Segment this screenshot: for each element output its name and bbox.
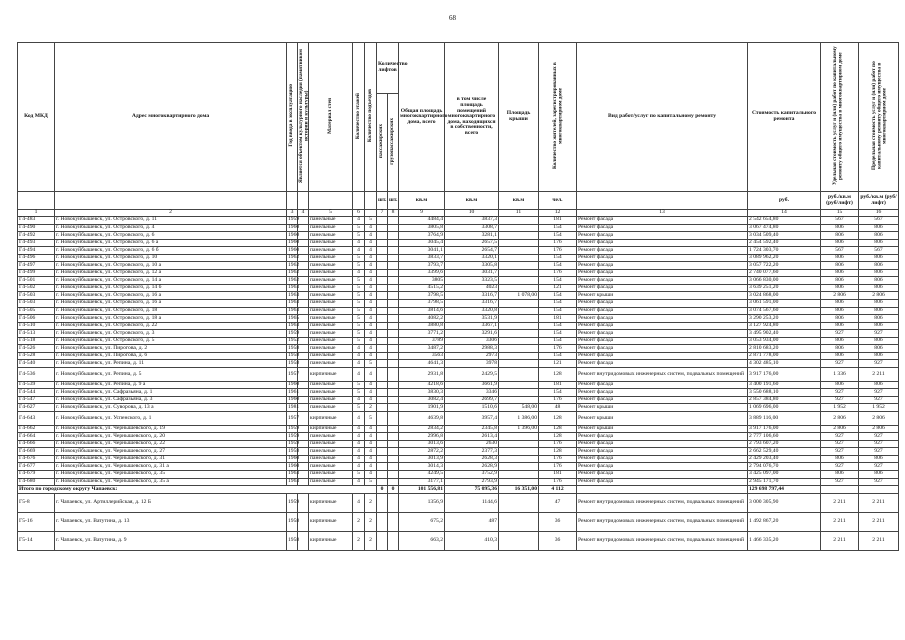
table-row: Г4-666 г. Новокуйбышевск, ул. Чернышевского, д. 22 1959 панельные 4 4 3013,6 2630 176 Ремонт фасада 2 793 607,20 927 927: [18, 440, 899, 448]
header-heritage: Является объектом культурного наследия (памятником истории и культуры): [298, 48, 310, 183]
unit: кв.м: [399, 192, 445, 210]
table-row: Г4-540 г. Новокуйбышевск, ул. Репина, д. 11 1958 панельные 4 5 4641,3 3978 121 Ремонт фасада 4 302 485,10 927 927: [18, 360, 899, 368]
header-year: Год ввода в эксплуатацию: [288, 84, 295, 147]
table-row: Г4-502 г. Новокуйбышевск, ул. Островского, д. 14 б 1963 панельные 5 4 4515,2 4023 121 Ремонт фасада 3 639 251,20 806 806: [18, 284, 899, 292]
table-row: Г4-505 г. Новокуйбышевск, ул. Островского, д. 18 1963 панельные 5 4 3814,6 3320,8 154 Ремонт фасада 3 074 567,60 806 806: [18, 307, 899, 315]
table-row: Г4-496 г. Новокуйбышевск, ул. Островского, д. 10 1962 панельные 5 4 3833,7 3320,1 154 Ремонт фасада 3 089 962,20 806 806: [18, 254, 899, 262]
header-work-type: Вид работ/услуг по капитальному ремонту: [577, 43, 748, 192]
header-residents: Количество жителей, зарегистрированных в многоквартирном доме: [551, 62, 563, 170]
header-repair-cost: Стоимость капитального ремонта: [748, 43, 821, 192]
table-row: Г4-506 г. Новокуйбышевск, ул. Островского, д. 18 а 1965 панельные 5 4 4082,2 3531,9 181 Ремонт фасада 3 290 253,20 806 806: [18, 315, 899, 323]
table-row: Г4-526 г. Новокуйбышевск, ул. Пирогова, д. 2 1958 панельные 4 4 3487,2 2988,3 176 Ремонт фасада 2 810 683,20 806 806: [18, 345, 899, 353]
capital-repair-table: [17, 42, 899, 551]
table-row: Г4-518 г. Новокуйбышевск, ул. Островского, д. 5 1952 панельные 5 4 3789 3306 154 Ремонт фасада 3 053 934,00 806 806: [18, 337, 899, 345]
table-row: Г4-492 г. Новокуйбышевск, ул. Островского, д. 6 1960 панельные 5 4 3764,9 3281,1 154 Ремонт фасада 3 034 509,40 806 806: [18, 232, 899, 240]
table-row: Г4-513 г. Новокуйбышевск, ул. Островского, д. 3 1959 панельные 5 4 3771,2 3291,6 154 Ремонт фасада 3 495 902,40 927 927: [18, 330, 899, 338]
header-freight-lifts: грузопассажирских: [389, 117, 396, 165]
table-row: Г4-493 г. Новокуйбышевск, ул. Островского, д. 6 а 1960 панельные 4 4 3045,4 2657,5 176 Ремонт фасада 2 454 592,40 806 806: [18, 239, 899, 247]
unit: шт.: [377, 192, 388, 210]
table-row: Г4-547 г. Новокуйбышевск, ул. Сафразьяна, д. 3 1960 панельные 4 4 3082,4 2699,7 176 Ремонт фасада 2 857 384,80 927 927: [18, 396, 899, 404]
header-unit-cost: Удельная стоимость услуг и (или) работ по капитальному ремонту общего имущества в многоквартирном доме: [831, 46, 843, 186]
table-row: Г4-494 г. Новокуйбышевск, ул. Островского, д. 6 б 1960 панельные 4 4 3041,1 2654,7 176 Ремонт фасада 1 724 303,70 567 567: [18, 247, 899, 255]
table-row: Г4-662 г. Новокуйбышевск, ул. Чернышевского, д. 19 1959 кирпичные 4 4 2834,2 2345,8 1 396,00 128 Ремонт крыши 3 917 176,00 2 806 2 806: [18, 425, 899, 433]
table-row: Г4-539 г. Новокуйбышевск, ул. Репина, д. 9 а 1960 панельные 5 4 4218,6 3661,9 181 Ремонт фасада 3 400 191,60 806 806: [18, 381, 899, 389]
unit: шт.: [388, 192, 399, 210]
page-number: 68: [449, 14, 456, 22]
table-row: Г4-669 г. Новокуйбышевск, ул. Чернышевского, д. 27 1958 панельные 4 4 2872,2 2377,3 128 Ремонт фасада 2 662 529,40 927 927: [18, 448, 899, 456]
unit: чел.: [539, 192, 577, 210]
total-row: Итого по городскому округу Чапаевск: 0 0 101 556,81 75 095,36 16 351,00 4 112 129 698 797,44: [18, 486, 899, 494]
table-row: Г4-643 г. Новокуйбышевск, ул. Успенского, д. 1 1957 кирпичные 4 5 4639,8 3957,4 1 386,00 128 Ремонт крыши 3 889 116,00 2 806 2 806: [18, 411, 899, 425]
unit: руб./кв.м (руб/лифт): [821, 192, 859, 210]
table-row: Г5-8 г. Чапаевск, ул. Артиллерийская, д. 12 Б 1959 кирпичные 4 2 1356,9 1144,6 47 Ремонт внутридомовых инженерных систем, подвальных помещений 3 000 305,90 2 211 2 211: [18, 494, 899, 513]
table-row: Г4-503 г. Новокуйбышевск, ул. Островского, д. 16 а 1963 панельные 5 4 3798,5 3316,7 154 Ремонт фасада 3 061 591,00 806 806: [18, 300, 899, 308]
unit: кв.м: [499, 192, 539, 210]
unit: руб.: [748, 192, 821, 210]
table-row: Г4-627 г. Новокуйбышевск, ул. Суворова, д. 13 а 1981 панельные 5 2 1901,9 1510,6 548,00 48 Ремонт крыши 1 069 696,00 1 952 1 952: [18, 404, 899, 412]
header-total-area: Общая площадь многоквартирного дома, всего: [399, 43, 445, 192]
table-row: Г4-679 г. Новокуйбышевск, ул. Чернышевского, д. 35 1963 панельные 5 4 4249,5 3752,9 181 Ремонт фасада 3 425 097,00 806 806: [18, 471, 899, 479]
header-owned-area: в том числе площадь помещений многоквартирного дома, находящихся в собственности, всего: [445, 43, 499, 192]
table-row: Г4-536 г. Новокуйбышевск, ул. Репина, д. 5 1957 кирпичные 4 4 2931,8 2429,5 128 Ремонт внутридомовых инженерных систем, подвальных помещений 3 917 176,00 1 336 2 211: [18, 367, 899, 381]
unit: руб./кв.м (руб/лифт): [859, 192, 899, 210]
header-max-cost: Предельная стоимость услуг и (или) работ по капитальному ремонту общего имущества в многоквартирном доме: [870, 61, 888, 171]
units-row: [18, 192, 899, 210]
table-row: Г4-676 г. Новокуйбышевск, ул. Чернышевского, д. 31 1960 панельные 4 4 3013,9 2628,3 176 Ремонт фасада 2 429 203,40 806 806: [18, 455, 899, 463]
table-row: Г5-14 г. Чапаевск, ул. Ватутина, д. 9 1958 кирпичные 2 2 663,2 410,3 36 Ремонт внутридомовых инженерных систем, подвальных помещений 1 466 335,20 2 211 2 211: [18, 531, 899, 550]
table-row: Г4-503 г. Новокуйбышевск, ул. Островского, д. 16 а 1963 панельные 5 4 3798,5 3316,7 1 078,00 154 Ремонт крыши 3 024 868,00 2 806 2 806: [18, 292, 899, 300]
table-row: Г4-680 г. Новокуйбышевск, ул. Чернышевского, д. 35 а 1963 панельные 4 5 3177,1 2793,9 176 Ремонт фасада 2 945 171,70 927 927: [18, 478, 899, 486]
column-numbers-row: 1 2 3 4 5 6 7 8 9 10 11 12 13 14 15 16: [18, 210, 899, 217]
header-lifts: Количество лифтов: [377, 43, 399, 94]
table-row: Г5-16 г. Чапаевск, ул. Ватутина, д. 13 1958 кирпичные 2 2 675,2 487 36 Ремонт внутридомовых инженерных систем, подвальных помещений 1 492 867,20 2 211 2 211: [18, 513, 899, 532]
header-wall-material: Материал стен: [326, 97, 333, 134]
header-floors: Количество этажей: [354, 92, 361, 139]
table-row: Г4-483 г. Новокуйбышевск, ул. Островского, д. 11 1959 панельные 4 5 4484,4 3837,3 181 Ремонт фасада 2 542 654,80 567 567: [18, 217, 899, 225]
unit: кв.м: [445, 192, 499, 210]
table-row: Г4-510 г. Новокуйбышевск, ул. Островского, д. 22 1963 панельные 5 4 3880,8 3367,1 154 Ремонт фасада 3 127 924,80 806 806: [18, 322, 899, 330]
total-label: Итого по городскому округу Чапаевск:: [18, 486, 377, 494]
table-row: Г4-544 г. Новокуйбышевск, ул. Сафразьяна, д. 1 1961 панельные 5 4 3830,3 3346 154 Ремонт фасада 3 550 688,10 927 927: [18, 389, 899, 397]
table-row: Г4-497 г. Новокуйбышевск, ул. Островского, д. 10 а 1962 панельные 5 4 3793,7 3305,8 154 Ремонт фасада 3 057 722,20 806 806: [18, 262, 899, 270]
header-address: Адрес многоквартирного дома: [55, 43, 287, 192]
header-entrances: Количество подъездов: [366, 89, 373, 143]
table-row: Г4-490 г. Новокуйбышевск, ул. Островского, д. 4 1960 панельные 5 4 3805,8 3308,7 154 Ремонт фасада 3 067 474,80 806 806: [18, 224, 899, 232]
header-roof-area: Площадь крыши: [499, 43, 539, 192]
table-row: Г4-499 г. Новокуйбышевск, ул. Островского, д. 12 а 1962 панельные 4 4 3399,6 3031,7 176 Ремонт фасада 2 740 077,60 806 806: [18, 269, 899, 277]
header-passenger-lifts: пассажирских: [378, 124, 385, 159]
table-row: Г4-528 г. Новокуйбышевск, ул. Пирогова, д. 6 1958 панельные 4 4 3563 2973 154 Ремонт фасада 2 871 778,00 806 806: [18, 352, 899, 360]
table-row: Г4-664 г. Новокуйбышевск, ул. Чернышевского, д. 20 1959 панельные 4 4 2996,8 2613,4 128 Ремонт фасада 2 777 106,60 927 927: [18, 433, 899, 441]
table-row: Г4-677 г. Новокуйбышевск, ул. Чернышевского, д. 31 а 1960 панельные 4 4 3014,3 2628,9 176 Ремонт фасада 2 794 076,70 927 927: [18, 463, 899, 471]
header-code: Код МКД: [18, 43, 55, 192]
table-row: Г4-501 г. Новокуйбышевск, ул. Островского, д. 14 а 1962 панельные 5 4 3805 3323,5 154 Ремонт фасада 3 066 830,00 806 806: [18, 277, 899, 285]
